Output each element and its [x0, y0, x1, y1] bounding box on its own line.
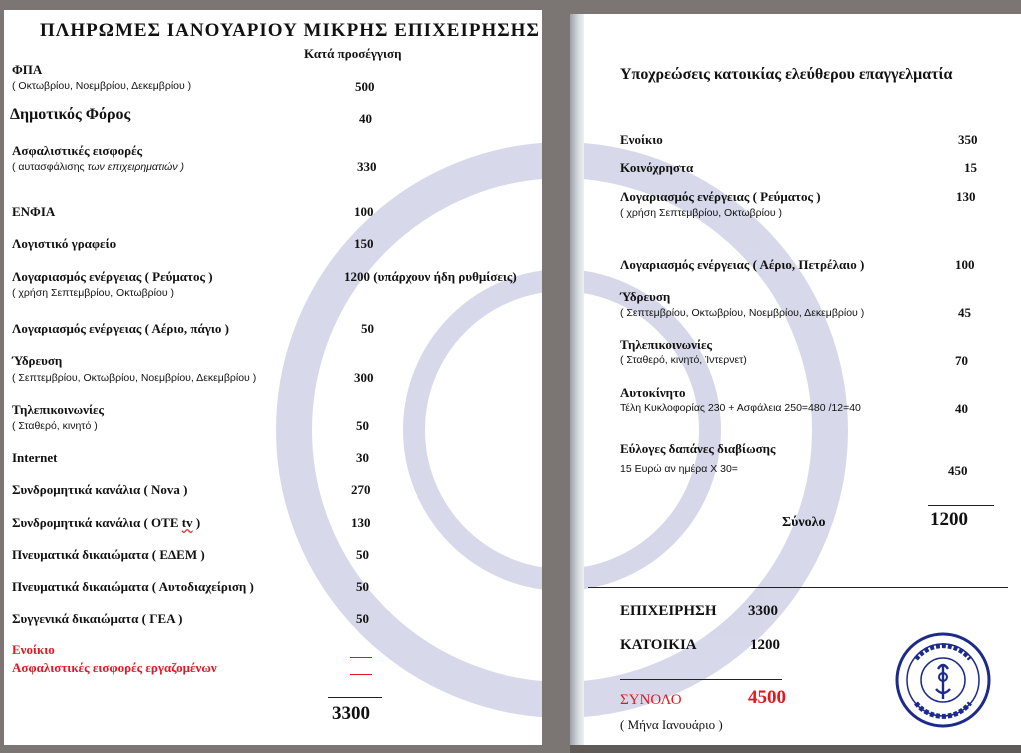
row-label-gea: Συγγενικά δικαιώματα ( ΓΕΑ ) [12, 611, 183, 626]
row-value-autodiaxeirisi: 50 [356, 579, 369, 594]
rrow-label-living: Εύλογες δαπάνες διαβίωσης [620, 441, 776, 456]
row-label-nova: Συνδρομητικά κανάλια ( Nova ) [12, 482, 188, 497]
row-value-insurance: 330 [357, 159, 377, 174]
row-note-insurance: ( αυτασφάλισης των επιχειρηματιών ) [12, 161, 185, 173]
home-value: 1200 [750, 637, 780, 653]
row-label-vat: ΦΠΑ [12, 62, 43, 77]
row-value-edem: 50 [356, 547, 369, 562]
total-line-left [328, 697, 382, 698]
rrow-label-telecom: Τηλεπικοινωνίες [620, 337, 713, 352]
row-value-gea: 50 [356, 611, 369, 626]
rrow-value-gas: 100 [955, 257, 975, 272]
red-label-employee-insurance: Ασφαλιστικές εισφορές εργαζομένων [12, 660, 217, 675]
page-shadow-bottom [570, 745, 1021, 753]
row-label-telecom: Τηλεπικοινωνίες [12, 402, 105, 417]
business-label: ΕΠΙΧΕΙΡΗΣΗ [620, 603, 717, 619]
separator-line [588, 587, 1008, 588]
left-subtitle: Κατά προσέγγιση [304, 46, 402, 61]
rrow-label-gas: Λογαριασμός ενέργειας ( Αέριο, Πετρέλαιο ) [620, 257, 865, 272]
rrow-label-rent: Ενοίκιο [620, 132, 663, 147]
row-value-accountant: 150 [354, 236, 374, 251]
row-note-water: ( Σεπτεμβρίου, Οκτωβρίου, Νοεμβρίου, Δεκεμβρίου ) [12, 372, 257, 384]
rrow-value-common: 15 [964, 160, 977, 175]
row-label-enfia: ΕΝΦΙΑ [12, 204, 56, 219]
row-label-gas: Λογαριασμός ενέργειας ( Αέριο, πάγιο ) [12, 321, 229, 336]
right-page [584, 14, 1021, 747]
left-page [4, 10, 542, 745]
rrow-value-telecom: 70 [955, 353, 968, 368]
row-label-insurance: Ασφαλιστικές εισφορές [12, 143, 143, 158]
sum-line-right [928, 505, 994, 506]
rrow-label-electricity: Λογαριασμός ενέργειας ( Ρεύματος ) [620, 189, 821, 204]
rrow-note-car: Τέλη Κυκλοφορίας 230 + Ασφάλεια 250=480 /12=40 [620, 402, 861, 414]
grand-label: ΣΥΝΟΛΟ [620, 692, 682, 708]
union-logo [894, 631, 992, 729]
row-value-ote-tv: 130 [351, 515, 371, 530]
row-label-water: Ύδρευση [12, 353, 63, 368]
rrow-value-car: 40 [955, 401, 968, 416]
row-value-gas: 50 [361, 321, 374, 336]
row-label-autodiaxeirisi: Πνευματικά δικαιώματα ( Αυτοδιαχείριση ) [12, 579, 254, 594]
row-value-electricity: 1200 (υπάρχουν ήδη ρυθμίσεις) [344, 269, 517, 284]
grand-line [620, 679, 782, 680]
left-title: ΠΛΗΡΩΜΕΣ ΙΑΝΟΥΑΡΙΟΥ ΜΙΚΡΗΣ ΕΠΙΧΕΙΡΗΣΗΣ [40, 20, 540, 41]
row-value-nova: 270 [351, 482, 371, 497]
right-sum-value: 1200 [930, 509, 968, 530]
rrow-note-electricity: ( χρήση Σεπτεμβρίου, Οκτωβρίου ) [620, 207, 782, 219]
row-value-telecom: 50 [356, 418, 369, 433]
rrow-value-rent: 350 [958, 132, 978, 147]
row-label-municipal-tax: Δημοτικός Φόρος [10, 106, 131, 123]
red-dash-2 [350, 674, 372, 675]
row-label-ote-tv: Συνδρομητικά κανάλια ( ΟΤΕ tv ) [12, 515, 201, 530]
left-total: 3300 [332, 703, 370, 724]
home-label: ΚΑΤΟΙΚΙΑ [620, 637, 697, 653]
row-value-municipal-tax: 40 [359, 111, 372, 126]
row-note-telecom: ( Σταθερό, κινητό ) [12, 420, 98, 432]
rrow-label-water: Ύδρευση [620, 289, 671, 304]
rrow-value-electricity: 130 [956, 189, 976, 204]
row-value-water: 300 [354, 370, 374, 385]
row-label-accountant: Λογιστικό γραφείο [12, 236, 117, 251]
month-note: ( Μήνα Ιανουάριο ) [620, 717, 723, 732]
rrow-note-water: ( Σεπτεμβρίου, Οκτωβρίου, Νοεμβρίου, Δεκεμβρίου ) [620, 307, 865, 319]
page-divider [570, 14, 584, 747]
row-value-enfia: 100 [354, 204, 374, 219]
rrow-label-car: Αυτοκίνητο [620, 385, 686, 400]
business-value: 3300 [748, 603, 778, 619]
row-note-electricity: ( χρήση Σεπτεμβρίου, Οκτωβρίου ) [12, 287, 174, 299]
rrow-label-common: Κοινόχρηστα [620, 160, 694, 175]
row-label-electricity: Λογαριασμός ενέργειας ( Ρεύματος ) [12, 269, 213, 284]
red-label-rent: Ενοίκιο [12, 642, 55, 657]
row-value-vat: 500 [355, 79, 375, 94]
right-sum-label: Σύνολο [782, 515, 826, 530]
row-value-internet: 30 [356, 450, 369, 465]
row-label-edem: Πνευματικά δικαιώματα ( ΕΔΕΜ ) [12, 547, 205, 562]
rrow-note-living: 15 Ευρώ αν ημέρα Χ 30= [620, 463, 738, 475]
rrow-note-telecom: ( Σταθερό, κινητό, Ίντερνετ) [620, 354, 747, 366]
row-label-internet: Internet [12, 450, 58, 465]
red-dash-1 [350, 657, 372, 658]
right-title: Υποχρεώσεις κατοικίας ελεύθερου επαγγελματία [620, 66, 953, 83]
row-note-vat: ( Οκτωβρίου, Νοεμβρίου, Δεκεμβρίου ) [12, 80, 192, 92]
grand-value: 4500 [748, 687, 786, 708]
rrow-value-water: 45 [958, 305, 971, 320]
rrow-value-living: 450 [948, 463, 968, 478]
